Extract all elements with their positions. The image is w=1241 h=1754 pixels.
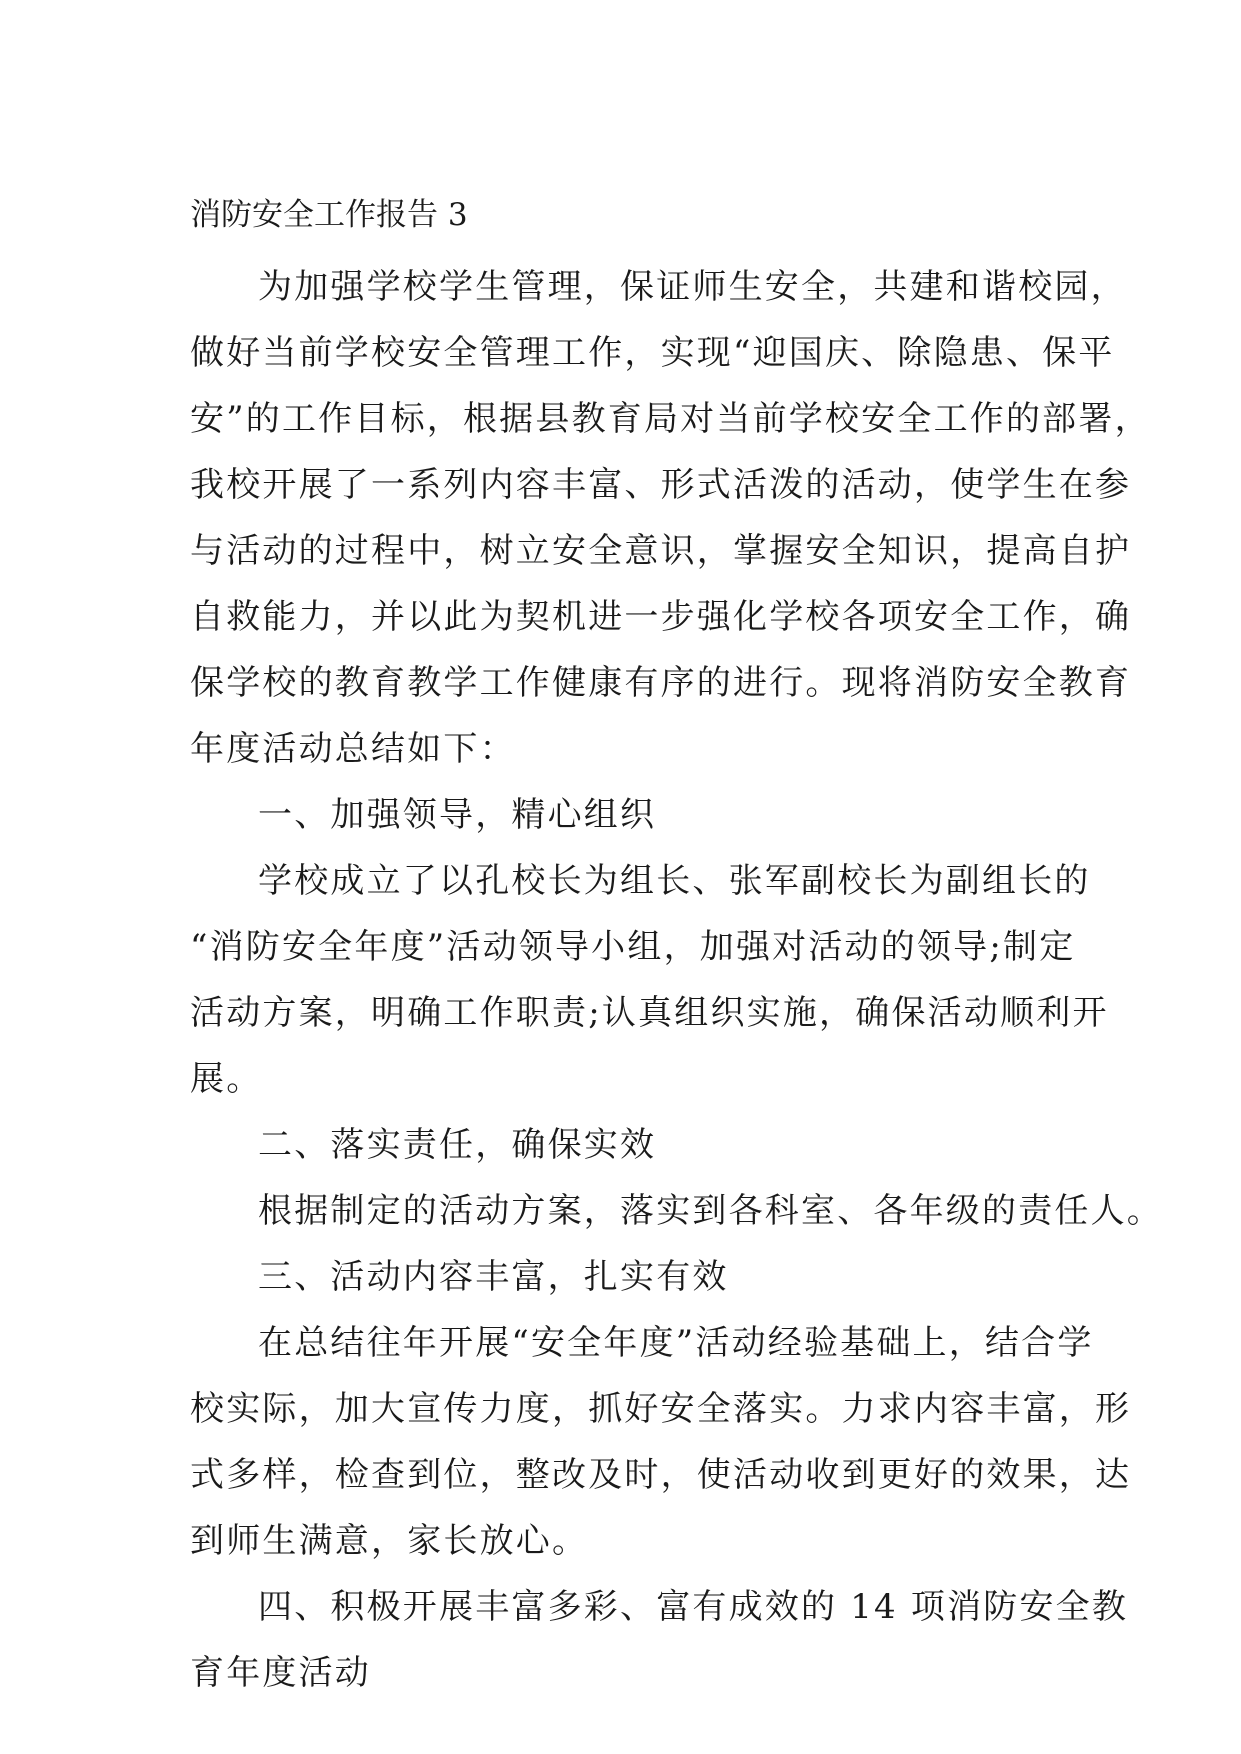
paragraph-line: 保学校的教育教学工作健康有序的进行。现将消防安全教育 <box>190 663 1132 703</box>
paragraph-line: 到师生满意，家长放心。 <box>190 1521 589 1561</box>
paragraph-line: “消防安全年度”活动领导小组，加强对活动的领导;制定 <box>190 927 1076 967</box>
document-page <box>190 188 1163 1706</box>
document-title: 消防安全工作报告 3 <box>190 197 468 233</box>
section-heading: 四、积极开展丰富多彩、富有成效的 14 项消防安全教 <box>258 1587 1129 1627</box>
paragraph-line: 在总结往年开展“安全年度”活动经验基础上，结合学 <box>258 1323 1094 1363</box>
paragraph-line: 为加强学校学生管理，保证师生安全，共建和谐校园， <box>258 267 1127 307</box>
section-heading: 二、落实责任，确保实效 <box>258 1125 657 1165</box>
section-heading-continued: 育年度活动 <box>190 1653 371 1693</box>
paragraph-line: 与活动的过程中，树立安全意识，掌握安全知识，提高自护 <box>190 531 1132 571</box>
paragraph-line: 校实际，加大宣传力度，抓好安全落实。力求内容丰富，形 <box>190 1389 1132 1429</box>
paragraph-line: 自救能力，并以此为契机进一步强化学校各项安全工作，确 <box>190 597 1132 637</box>
paragraph-line: 我校开展了一系列内容丰富、形式活泼的活动，使学生在参 <box>190 465 1132 505</box>
paragraph-line: 学校成立了以孔校长为组长、张军副校长为副组长的 <box>258 861 1091 901</box>
paragraph-line: 做好当前学校安全管理工作，实现“迎国庆、除隐患、保平 <box>190 333 1115 373</box>
section-heading: 三、活动内容丰富，扎实有效 <box>258 1257 729 1297</box>
section-heading: 一、加强领导，精心组织 <box>258 795 657 835</box>
paragraph-line: 年度活动总结如下： <box>190 729 516 769</box>
paragraph-line: 展。 <box>190 1059 263 1099</box>
paragraph-line: 活动方案，明确工作职责;认真组织实施，确保活动顺利开 <box>190 993 1109 1033</box>
paragraph-line: 根据制定的活动方案，落实到各科室、各年级的责任人。 <box>258 1191 1163 1231</box>
paragraph-line: 式多样，检查到位，整改及时，使活动收到更好的效果，达 <box>190 1455 1132 1495</box>
paragraph-line: 安”的工作目标，根据县教育局对当前学校安全工作的部署， <box>190 399 1151 439</box>
